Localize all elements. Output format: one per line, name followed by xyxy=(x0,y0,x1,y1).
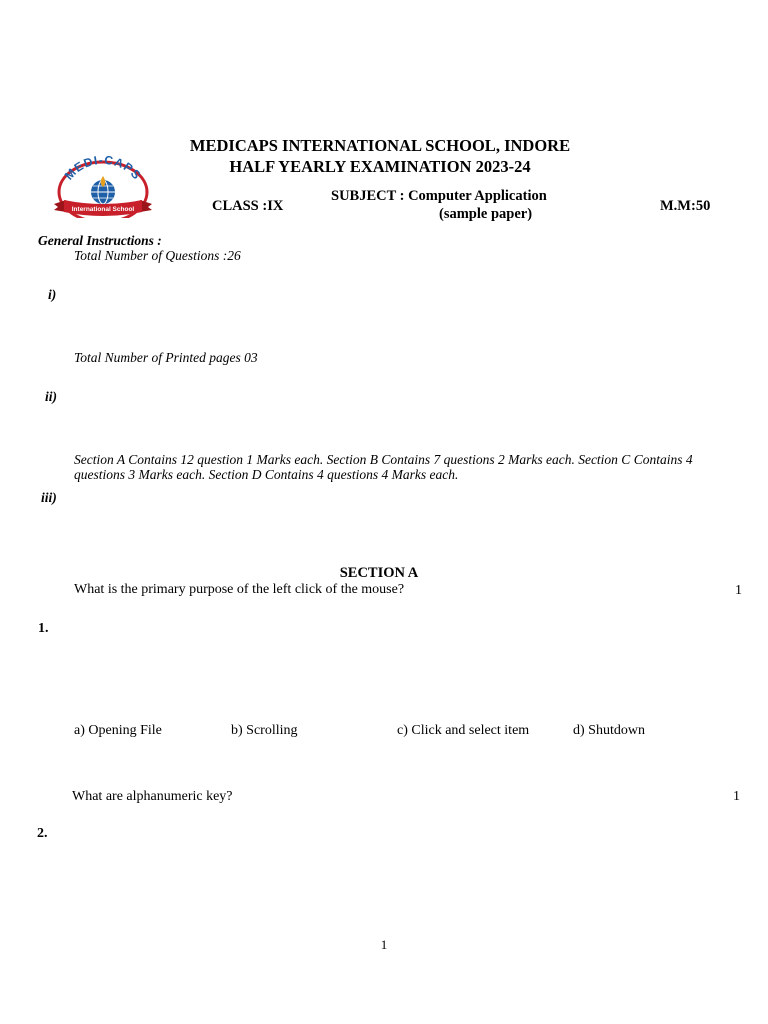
instructions-heading: General Instructions : xyxy=(38,233,162,248)
school-name: MEDICAPS INTERNATIONAL SCHOOL, INDORE xyxy=(189,136,571,155)
logo-ribbon-text: International School xyxy=(71,206,135,213)
question-number: 1. xyxy=(38,621,49,636)
instruction-text: Total Number of Printed pages 03 xyxy=(74,350,258,365)
question-number: 2. xyxy=(37,826,48,841)
question-text: What are alphanumeric key? xyxy=(72,789,233,804)
page-number: 1 xyxy=(380,937,388,952)
instruction-text: Section A Contains 12 question 1 Marks each. Section B Contains 7 questions 2 Marks each. Section C Contains 4 questions 3 Marks each. Section D Contains 4 questions 4 Marks each. xyxy=(74,452,693,482)
max-marks: M.M:50 xyxy=(660,198,711,214)
option-b: b) Scrolling xyxy=(231,723,298,738)
option-d: d) Shutdown xyxy=(573,723,645,738)
option-a: a) Opening File xyxy=(74,723,162,738)
exam-title: HALF YEARLY EXAMINATION 2023-24 xyxy=(229,157,531,176)
instruction-number: ii) xyxy=(45,389,57,404)
logo-arc-text: MEDI-CAPS xyxy=(61,152,145,183)
question-text: What is the primary purpose of the left click of the mouse? xyxy=(74,582,405,597)
instruction-text: Total Number of Questions :26 xyxy=(74,248,241,263)
option-c: c) Click and select item xyxy=(397,723,530,738)
question-marks: 1 xyxy=(735,583,742,598)
instruction-number: i) xyxy=(48,287,57,302)
question-marks: 1 xyxy=(733,789,740,804)
section-title: SECTION A xyxy=(339,565,419,581)
paper-subtitle: (sample paper) xyxy=(439,206,533,222)
instruction-number: iii) xyxy=(41,490,57,505)
subject-label: SUBJECT : Computer Application xyxy=(331,188,547,204)
class-label: CLASS :IX xyxy=(212,198,284,214)
